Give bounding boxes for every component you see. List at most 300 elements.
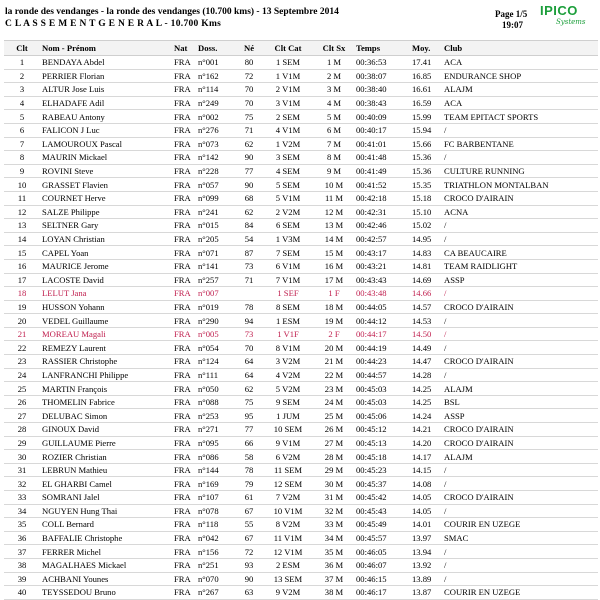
cell-avg-speed: 14.20 <box>410 436 442 450</box>
cell-nat: FRA <box>172 491 196 505</box>
cell-sex-rank: 10 M <box>314 178 354 192</box>
cell-nat: FRA <box>172 151 196 165</box>
cell-sex-rank: 9 M <box>314 164 354 178</box>
table-row <box>4 450 598 464</box>
cell-bib: n°144 <box>196 463 236 477</box>
col-header-nat: Nat <box>172 41 196 56</box>
cell-club: CROCO D'AIRAIN <box>442 436 598 450</box>
cell-category-rank: 9 SEM <box>262 395 314 409</box>
cell-club: / <box>442 232 598 246</box>
cell-time: 00:46:15 <box>354 572 410 586</box>
cell-club: / <box>442 368 598 382</box>
cell-name: GUILLAUME Pierre <box>40 436 172 450</box>
table-row <box>4 436 598 450</box>
cell-club: / <box>442 123 598 137</box>
cell-category-rank: 3 V2M <box>262 355 314 369</box>
cell-avg-speed: 14.81 <box>410 259 442 273</box>
cell-birth-year: 67 <box>236 504 262 518</box>
cell-nat: FRA <box>172 558 196 572</box>
cell-category-rank: 12 SEM <box>262 477 314 491</box>
table-row <box>4 123 598 137</box>
table-row <box>4 56 598 70</box>
cell-club: CROCO D'AIRAIN <box>442 300 598 314</box>
cell-avg-speed: 14.57 <box>410 300 442 314</box>
cell-avg-speed: 15.10 <box>410 205 442 219</box>
cell-avg-speed: 16.61 <box>410 83 442 97</box>
cell-name: MAURIN Mickael <box>40 151 172 165</box>
table-row <box>4 110 598 124</box>
table-row <box>4 368 598 382</box>
cell-time: 00:43:21 <box>354 259 410 273</box>
cell-name: HUSSON Yohann <box>40 300 172 314</box>
cell-bib: n°070 <box>196 572 236 586</box>
cell-avg-speed: 14.53 <box>410 314 442 328</box>
cell-bib: n°050 <box>196 382 236 396</box>
cell-time: 00:46:07 <box>354 558 410 572</box>
cell-sex-rank: 1 F <box>314 287 354 301</box>
cell-club: COURIR EN UZEGE <box>442 586 598 600</box>
cell-club: / <box>442 287 598 301</box>
cell-sex-rank: 38 M <box>314 586 354 600</box>
cell-rank: 34 <box>4 504 40 518</box>
cell-time: 00:42:18 <box>354 191 410 205</box>
cell-nat: FRA <box>172 531 196 545</box>
table-row <box>4 491 598 505</box>
cell-category-rank: 5 SEM <box>262 178 314 192</box>
cell-category-rank: 10 SEM <box>262 423 314 437</box>
cell-rank: 5 <box>4 110 40 124</box>
cell-rank: 20 <box>4 314 40 328</box>
cell-birth-year: 78 <box>236 300 262 314</box>
cell-category-rank: 12 V1M <box>262 545 314 559</box>
cell-nat: FRA <box>172 436 196 450</box>
table-row <box>4 83 598 97</box>
cell-category-rank: 2 V1M <box>262 83 314 97</box>
cell-time: 00:45:49 <box>354 518 410 532</box>
cell-avg-speed: 15.36 <box>410 151 442 165</box>
cell-bib: n°114 <box>196 83 236 97</box>
cell-time: 00:38:43 <box>354 96 410 110</box>
cell-birth-year: 67 <box>236 531 262 545</box>
table-row <box>4 572 598 586</box>
cell-sex-rank: 5 M <box>314 110 354 124</box>
table-row <box>4 151 598 165</box>
cell-avg-speed: 14.24 <box>410 409 442 423</box>
cell-rank: 6 <box>4 123 40 137</box>
cell-nat: FRA <box>172 123 196 137</box>
cell-avg-speed: 15.36 <box>410 164 442 178</box>
cell-birth-year: 93 <box>236 558 262 572</box>
cell-bib: n°071 <box>196 246 236 260</box>
cell-bib: n°054 <box>196 341 236 355</box>
table-row <box>4 463 598 477</box>
cell-rank: 1 <box>4 56 40 70</box>
cell-time: 00:46:05 <box>354 545 410 559</box>
cell-rank: 3 <box>4 83 40 97</box>
col-header-moy: Moy. <box>410 41 442 56</box>
cell-category-rank: 9 V1M <box>262 436 314 450</box>
cell-sex-rank: 27 M <box>314 436 354 450</box>
cell-nat: FRA <box>172 586 196 600</box>
cell-rank: 12 <box>4 205 40 219</box>
cell-category-rank: 1 V3M <box>262 232 314 246</box>
table-row <box>4 219 598 233</box>
cell-category-rank: 4 V2M <box>262 368 314 382</box>
table-row <box>4 137 598 151</box>
cell-rank: 32 <box>4 477 40 491</box>
cell-time: 00:45:42 <box>354 491 410 505</box>
cell-name: VEDEL Guillaume <box>40 314 172 328</box>
cell-category-rank: 4 V1M <box>262 123 314 137</box>
table-row <box>4 69 598 83</box>
cell-nat: FRA <box>172 463 196 477</box>
cell-name: LEBRUN Mathieu <box>40 463 172 477</box>
cell-sex-rank: 2 F <box>314 327 354 341</box>
cell-time: 00:36:53 <box>354 56 410 70</box>
cell-category-rank: 5 V1M <box>262 191 314 205</box>
cell-birth-year: 90 <box>236 151 262 165</box>
cell-name: ROZIER Christian <box>40 450 172 464</box>
cell-avg-speed: 14.66 <box>410 287 442 301</box>
cell-club: / <box>442 477 598 491</box>
race-title: la ronde des vendanges - la ronde des vendanges (10.700 kms) - 13 Septembre 2014 <box>5 7 339 17</box>
cell-time: 00:41:49 <box>354 164 410 178</box>
cell-club: / <box>442 545 598 559</box>
cell-bib: n°099 <box>196 191 236 205</box>
cell-birth-year: 84 <box>236 219 262 233</box>
cell-time: 00:43:17 <box>354 246 410 260</box>
cell-sex-rank: 34 M <box>314 531 354 545</box>
cell-rank: 14 <box>4 232 40 246</box>
cell-birth-year: 90 <box>236 572 262 586</box>
cell-club: ALAJM <box>442 450 598 464</box>
cell-nat: FRA <box>172 287 196 301</box>
cell-rank: 4 <box>4 96 40 110</box>
cell-category-rank: 6 V2M <box>262 450 314 464</box>
cell-sex-rank: 6 M <box>314 123 354 137</box>
cell-avg-speed: 15.18 <box>410 191 442 205</box>
cell-avg-speed: 14.05 <box>410 491 442 505</box>
cell-name: DELUBAC Simon <box>40 409 172 423</box>
cell-name: GRASSET Flavien <box>40 178 172 192</box>
cell-nat: FRA <box>172 246 196 260</box>
table-row <box>4 178 598 192</box>
cell-sex-rank: 14 M <box>314 232 354 246</box>
cell-bib: n°124 <box>196 355 236 369</box>
cell-nat: FRA <box>172 314 196 328</box>
cell-avg-speed: 13.89 <box>410 572 442 586</box>
cell-rank: 26 <box>4 395 40 409</box>
table-row <box>4 287 598 301</box>
cell-birth-year: 80 <box>236 56 262 70</box>
cell-avg-speed: 14.49 <box>410 341 442 355</box>
cell-bib: n°002 <box>196 110 236 124</box>
cell-avg-speed: 14.25 <box>410 382 442 396</box>
col-header-doss: Doss. <box>196 41 236 56</box>
cell-rank: 18 <box>4 287 40 301</box>
cell-avg-speed: 14.21 <box>410 423 442 437</box>
table-header-row <box>4 41 598 56</box>
cell-time: 00:42:31 <box>354 205 410 219</box>
cell-time: 00:43:43 <box>354 273 410 287</box>
cell-club: TEAM EPITACT SPORTS <box>442 110 598 124</box>
cell-club: ALAJM <box>442 83 598 97</box>
cell-sex-rank: 28 M <box>314 450 354 464</box>
cell-name: SOMRANI Jalel <box>40 491 172 505</box>
cell-category-rank: 2 SEM <box>262 110 314 124</box>
cell-bib: n°169 <box>196 477 236 491</box>
cell-avg-speed: 15.66 <box>410 137 442 151</box>
cell-category-rank: 7 SEM <box>262 246 314 260</box>
cell-sex-rank: 12 M <box>314 205 354 219</box>
cell-sex-rank: 15 M <box>314 246 354 260</box>
cell-category-rank: 1 V2M <box>262 137 314 151</box>
cell-time: 00:45:43 <box>354 504 410 518</box>
cell-name: MAGALHAES Mickael <box>40 558 172 572</box>
cell-nat: FRA <box>172 395 196 409</box>
cell-avg-speed: 14.83 <box>410 246 442 260</box>
cell-bib: n°156 <box>196 545 236 559</box>
cell-rank: 22 <box>4 341 40 355</box>
cell-sex-rank: 23 M <box>314 382 354 396</box>
cell-category-rank: 11 V1M <box>262 531 314 545</box>
cell-birth-year: 75 <box>236 110 262 124</box>
cell-bib: n°005 <box>196 327 236 341</box>
cell-bib: n°019 <box>196 300 236 314</box>
cell-birth-year: 63 <box>236 586 262 600</box>
cell-name: ALTUR Jose Luis <box>40 83 172 97</box>
cell-club: / <box>442 151 598 165</box>
cell-sex-rank: 36 M <box>314 558 354 572</box>
cell-rank: 28 <box>4 423 40 437</box>
cell-name: EL GHARBI Camel <box>40 477 172 491</box>
cell-club: ACA <box>442 96 598 110</box>
cell-time: 00:42:46 <box>354 219 410 233</box>
cell-birth-year: 95 <box>236 409 262 423</box>
cell-nat: FRA <box>172 504 196 518</box>
cell-sex-rank: 26 M <box>314 423 354 437</box>
cell-birth-year: 54 <box>236 232 262 246</box>
cell-club: TEAM RAIDLIGHT <box>442 259 598 273</box>
cell-rank: 35 <box>4 518 40 532</box>
cell-club: COURIR EN UZEGE <box>442 518 598 532</box>
cell-rank: 23 <box>4 355 40 369</box>
cell-nat: FRA <box>172 205 196 219</box>
cell-category-rank: 2 V2M <box>262 205 314 219</box>
cell-category-rank: 10 V1M <box>262 504 314 518</box>
cell-name: FERRER Michel <box>40 545 172 559</box>
cell-category-rank: 5 V2M <box>262 382 314 396</box>
cell-category-rank: 3 SEM <box>262 151 314 165</box>
cell-name: TEYSSEDOU Bruno <box>40 586 172 600</box>
cell-time: 00:44:17 <box>354 327 410 341</box>
cell-bib: n°086 <box>196 450 236 464</box>
cell-avg-speed: 14.15 <box>410 463 442 477</box>
cell-birth-year: 64 <box>236 355 262 369</box>
cell-birth-year: 73 <box>236 259 262 273</box>
cell-avg-speed: 16.59 <box>410 96 442 110</box>
table-row <box>4 191 598 205</box>
cell-rank: 11 <box>4 191 40 205</box>
cell-name: COLL Bernard <box>40 518 172 532</box>
cell-avg-speed: 15.02 <box>410 219 442 233</box>
cell-category-rank: 7 V2M <box>262 491 314 505</box>
ranking-subtitle: C L A S S E M E N T G E N E R A L - 10.700 Kms <box>5 19 222 29</box>
cell-category-rank: 3 V1M <box>262 96 314 110</box>
cell-sex-rank: 4 M <box>314 96 354 110</box>
cell-time: 00:40:17 <box>354 123 410 137</box>
cell-name: THOMELIN Fabrice <box>40 395 172 409</box>
cell-time: 00:44:05 <box>354 300 410 314</box>
cell-category-rank: 1 JUM <box>262 409 314 423</box>
cell-rank: 30 <box>4 450 40 464</box>
cell-time: 00:44:57 <box>354 368 410 382</box>
cell-club: TRIATHLON MONTALBAN <box>442 178 598 192</box>
cell-time: 00:45:18 <box>354 450 410 464</box>
cell-avg-speed: 15.35 <box>410 178 442 192</box>
cell-name: FALICON J Luc <box>40 123 172 137</box>
cell-nat: FRA <box>172 341 196 355</box>
table-row <box>4 96 598 110</box>
cell-nat: FRA <box>172 191 196 205</box>
cell-birth-year: 71 <box>236 123 262 137</box>
col-header-club: Club <box>442 41 598 56</box>
cell-rank: 33 <box>4 491 40 505</box>
cell-category-rank: 6 V1M <box>262 259 314 273</box>
cell-club: / <box>442 504 598 518</box>
cell-club: FC BARBENTANE <box>442 137 598 151</box>
cell-bib: n°267 <box>196 586 236 600</box>
cell-sex-rank: 11 M <box>314 191 354 205</box>
cell-birth-year: 72 <box>236 69 262 83</box>
cell-club: / <box>442 341 598 355</box>
cell-time: 00:38:40 <box>354 83 410 97</box>
print-time: 19:07 <box>502 20 523 30</box>
cell-nat: FRA <box>172 69 196 83</box>
cell-sex-rank: 7 M <box>314 137 354 151</box>
cell-nat: FRA <box>172 368 196 382</box>
col-header-ne: Né <box>236 41 262 56</box>
cell-sex-rank: 33 M <box>314 518 354 532</box>
cell-nat: FRA <box>172 259 196 273</box>
logo-subtitle: Systems <box>556 18 586 26</box>
cell-birth-year <box>236 287 262 301</box>
cell-avg-speed: 14.05 <box>410 504 442 518</box>
cell-time: 00:45:23 <box>354 463 410 477</box>
cell-club: CA BEAUCAIRE <box>442 246 598 260</box>
cell-avg-speed: 15.94 <box>410 123 442 137</box>
cell-club: ACNA <box>442 205 598 219</box>
table-row <box>4 477 598 491</box>
cell-sex-rank: 37 M <box>314 572 354 586</box>
cell-name: RASSIER Christophe <box>40 355 172 369</box>
cell-avg-speed: 14.95 <box>410 232 442 246</box>
cell-sex-rank: 22 M <box>314 368 354 382</box>
cell-bib: n°111 <box>196 368 236 382</box>
cell-nat: FRA <box>172 545 196 559</box>
cell-sex-rank: 3 M <box>314 83 354 97</box>
cell-birth-year: 94 <box>236 314 262 328</box>
cell-nat: FRA <box>172 137 196 151</box>
cell-name: MARTIN François <box>40 382 172 396</box>
cell-bib: n°095 <box>196 436 236 450</box>
cell-sex-rank: 18 M <box>314 300 354 314</box>
table-row <box>4 355 598 369</box>
cell-avg-speed: 14.17 <box>410 450 442 464</box>
cell-sex-rank: 31 M <box>314 491 354 505</box>
cell-time: 00:42:57 <box>354 232 410 246</box>
cell-club: BSL <box>442 395 598 409</box>
table-row <box>4 341 598 355</box>
cell-name: COURNET Herve <box>40 191 172 205</box>
cell-nat: FRA <box>172 56 196 70</box>
cell-category-rank: 9 V2M <box>262 586 314 600</box>
table-row <box>4 205 598 219</box>
cell-birth-year: 77 <box>236 423 262 437</box>
cell-time: 00:45:13 <box>354 436 410 450</box>
page-indicator: Page 1/5 <box>495 9 528 19</box>
cell-category-rank: 11 SEM <box>262 463 314 477</box>
cell-name: GINOUX David <box>40 423 172 437</box>
cell-birth-year: 58 <box>236 450 262 464</box>
cell-birth-year: 62 <box>236 382 262 396</box>
cell-name: LAMOUROUX Pascal <box>40 137 172 151</box>
cell-club: SMAC <box>442 531 598 545</box>
cell-time: 00:45:37 <box>354 477 410 491</box>
cell-sex-rank: 19 M <box>314 314 354 328</box>
col-header-temps: Temps <box>354 41 410 56</box>
cell-rank: 10 <box>4 178 40 192</box>
cell-bib: n°073 <box>196 137 236 151</box>
col-header-clt: Clt <box>4 41 40 56</box>
cell-rank: 8 <box>4 151 40 165</box>
cell-sex-rank: 20 M <box>314 341 354 355</box>
table-row <box>4 273 598 287</box>
cell-avg-speed: 13.92 <box>410 558 442 572</box>
cell-club: ACA <box>442 56 598 70</box>
cell-nat: FRA <box>172 518 196 532</box>
cell-name: MAURICE Jerome <box>40 259 172 273</box>
cell-time: 00:45:57 <box>354 531 410 545</box>
cell-avg-speed: 14.47 <box>410 355 442 369</box>
cell-sex-rank: 32 M <box>314 504 354 518</box>
table-row <box>4 518 598 532</box>
cell-rank: 2 <box>4 69 40 83</box>
cell-nat: FRA <box>172 409 196 423</box>
cell-time: 00:45:03 <box>354 382 410 396</box>
cell-rank: 38 <box>4 558 40 572</box>
table-row <box>4 382 598 396</box>
cell-nat: FRA <box>172 219 196 233</box>
table-row <box>4 395 598 409</box>
cell-bib: n°078 <box>196 504 236 518</box>
cell-bib: n°118 <box>196 518 236 532</box>
cell-bib: n°007 <box>196 287 236 301</box>
cell-club: / <box>442 219 598 233</box>
cell-club: / <box>442 314 598 328</box>
cell-avg-speed: 14.25 <box>410 395 442 409</box>
cell-bib: n°228 <box>196 164 236 178</box>
col-header-nom: Nom - Prénom <box>40 41 172 56</box>
cell-name: CAPEL Yoan <box>40 246 172 260</box>
table-row <box>4 504 598 518</box>
table-row <box>4 545 598 559</box>
cell-birth-year: 73 <box>236 327 262 341</box>
cell-nat: FRA <box>172 327 196 341</box>
table-row <box>4 531 598 545</box>
table-row <box>4 409 598 423</box>
cell-avg-speed: 15.99 <box>410 110 442 124</box>
